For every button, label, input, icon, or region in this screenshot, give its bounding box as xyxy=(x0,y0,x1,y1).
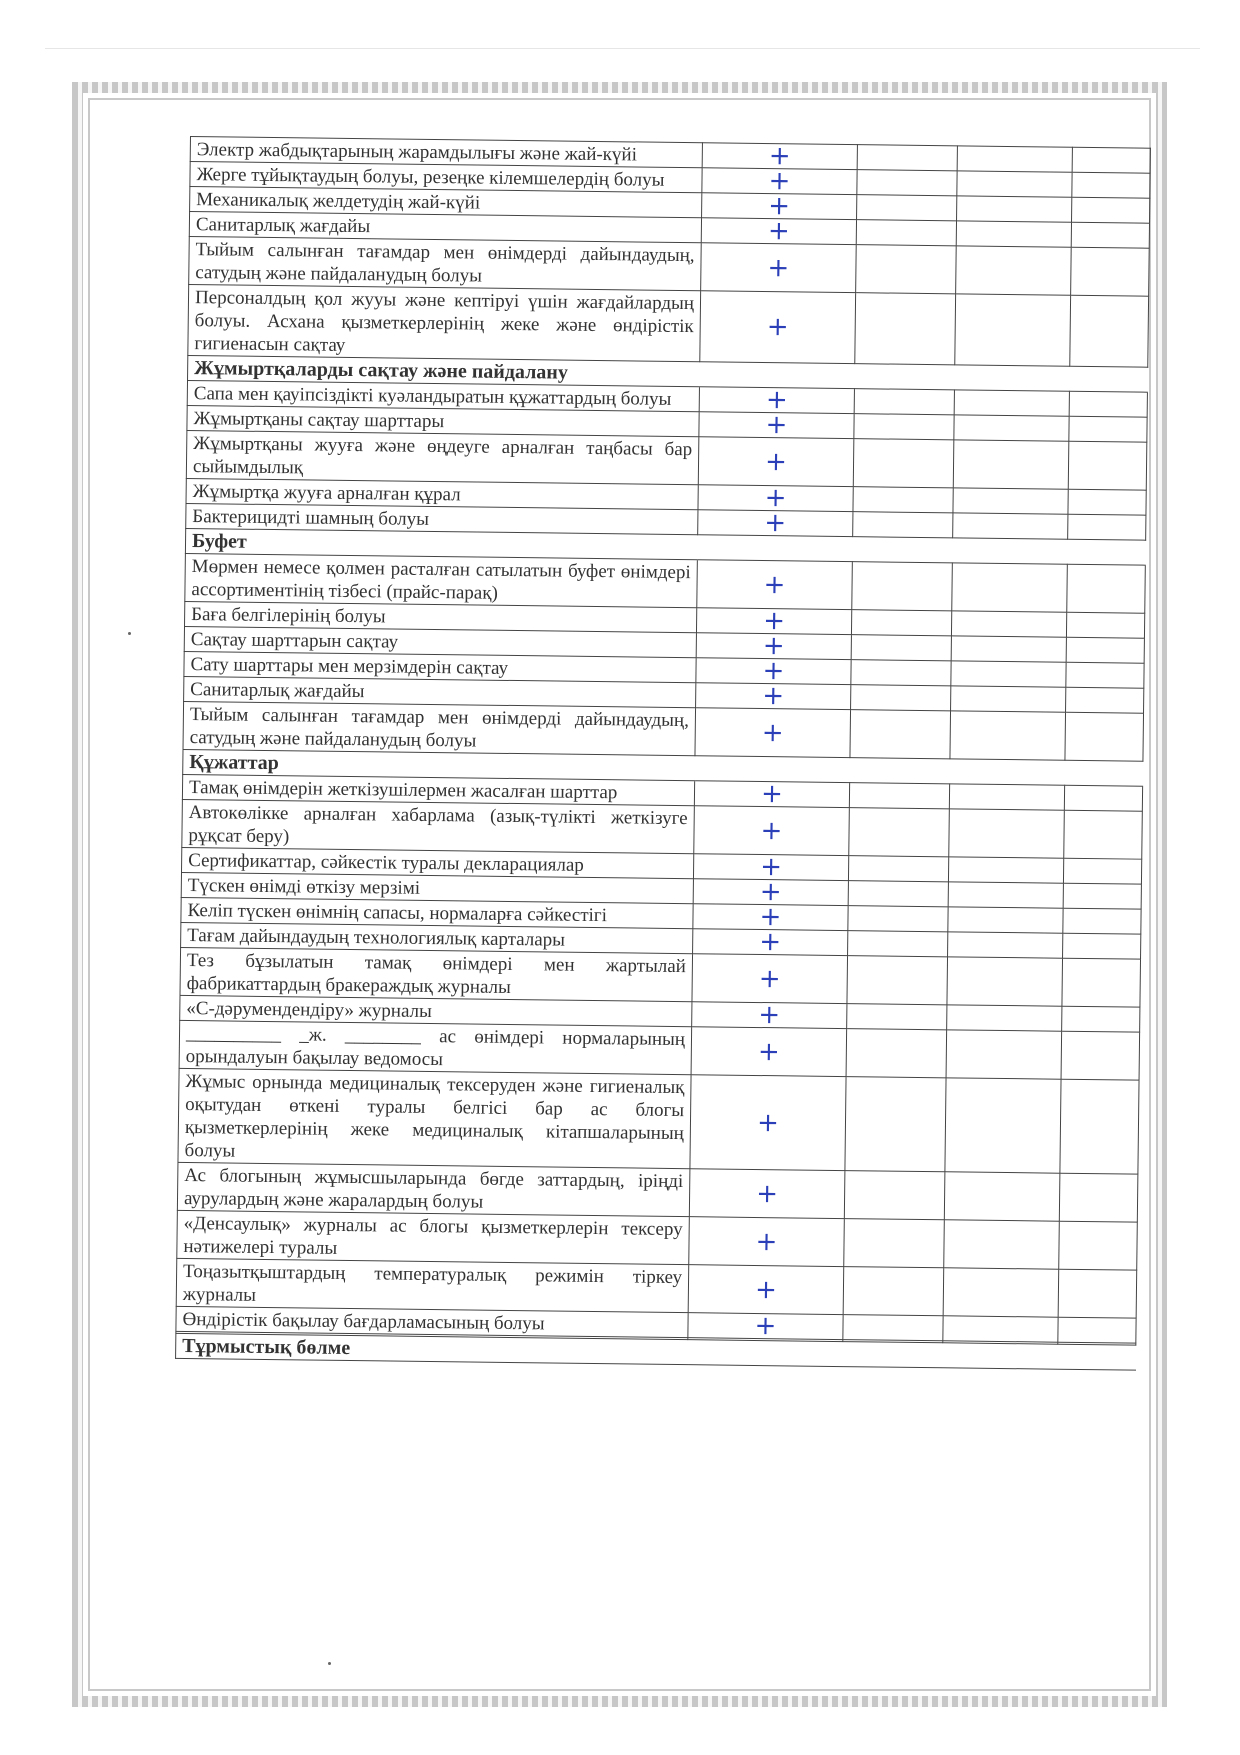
compliance-mark: + xyxy=(697,560,853,610)
section-title: Тұрмыстық бөлме xyxy=(176,1333,688,1364)
section-title: Буфет xyxy=(185,528,697,559)
column-3-cell xyxy=(957,146,1072,172)
column-3-cell xyxy=(948,932,1063,958)
column-3-cell xyxy=(953,513,1068,539)
column-2-cell xyxy=(843,1315,943,1341)
column-4-cell xyxy=(1067,564,1146,613)
criterion-text: Сақтау шарттарын сақтау xyxy=(184,626,696,657)
criterion-text: Санитарлық жағдайы xyxy=(184,676,696,707)
column-4-cell xyxy=(1069,391,1147,417)
column-3-cell xyxy=(950,711,1066,760)
compliance-mark: + xyxy=(688,1313,843,1340)
compliance-mark: + xyxy=(692,954,848,1004)
column-2-cell xyxy=(844,1171,945,1220)
column-3-cell xyxy=(943,1316,1058,1342)
criterion-text: __________ _ж. ________ ас өнімдері нормаларының орындалуын бақылау ведомосы xyxy=(179,1020,692,1074)
column-4-cell xyxy=(1071,247,1150,296)
compliance-mark: + xyxy=(700,291,856,364)
column-3-cell xyxy=(948,882,1063,908)
column-4-cell xyxy=(1060,1079,1139,1174)
column-4-cell xyxy=(1068,441,1147,490)
column-4-cell xyxy=(1072,147,1150,173)
column-2-cell xyxy=(848,881,948,907)
compliance-mark: + xyxy=(696,633,851,660)
compliance-mark: + xyxy=(688,1265,844,1315)
criterion-text: Баға белгілерінің болуы xyxy=(185,601,697,632)
compliance-mark: + xyxy=(694,806,850,856)
compliance-mark: + xyxy=(692,1002,847,1029)
column-4-cell xyxy=(1063,883,1141,909)
column-3-cell xyxy=(951,611,1066,637)
criterion-text: Жұмыртқаны жууға және өңдеуге арналған таңбасы бар сыйымдылық xyxy=(186,430,699,484)
column-2-cell xyxy=(853,512,953,538)
column-2-cell xyxy=(853,487,953,513)
compliance-mark: + xyxy=(693,879,848,906)
criterion-text: Сату шарттары мен мерзімдерін сақтау xyxy=(184,651,696,682)
criterion-text: Автокөлікке арналған хабарлама (азық-түлікті жеткізуге рұқсат беру) xyxy=(182,799,695,853)
column-3-cell xyxy=(953,488,1068,514)
column-4-cell xyxy=(1066,637,1144,663)
criterion-text: Сапа мен қауіпсіздікті куәландыратын құжаттардың болуы xyxy=(187,380,699,411)
column-2-cell xyxy=(847,1004,947,1030)
compliance-mark: + xyxy=(698,437,854,487)
column-3-cell xyxy=(944,1172,1060,1221)
criterion-text: «С-дәрумендендіру» журналы xyxy=(180,995,692,1026)
checklist-rows xyxy=(176,137,1151,1371)
criterion-text: Тыйым салынған тағамдар мен өнімдерді дайындаудың, сатудың және пайдаланудың болуы xyxy=(183,701,696,755)
compliance-mark: + xyxy=(698,510,853,537)
column-4-cell xyxy=(1063,933,1141,959)
column-4-cell xyxy=(1071,222,1149,248)
column-4-cell xyxy=(1059,1221,1138,1270)
column-3-cell xyxy=(946,1030,1062,1079)
column-4-cell xyxy=(1062,1006,1140,1032)
column-4-cell xyxy=(1061,1031,1140,1080)
column-2-cell xyxy=(849,808,950,857)
column-3-cell xyxy=(957,171,1072,197)
compliance-mark: + xyxy=(696,608,851,635)
criterion-text: Тоңазытқыштардың температуралық режимін тіркеу журналы xyxy=(176,1258,689,1312)
scan-speck xyxy=(128,632,131,635)
column-3-cell xyxy=(954,415,1069,441)
inspection-checklist-table xyxy=(175,136,1151,1371)
compliance-mark: + xyxy=(699,412,854,439)
column-4-cell xyxy=(1059,1173,1138,1222)
column-4-cell xyxy=(1066,662,1144,688)
column-2-cell xyxy=(848,931,948,957)
column-2-cell xyxy=(856,220,956,246)
compliance-mark: + xyxy=(690,1075,846,1171)
criterion-text: Жұмыс орнында медициналық тексеруден және гигиеналық оқытудан өткені туралы белгісі бар ас блогы қызметкерлерінің жеке медициналық кітапшаларының болуы xyxy=(178,1068,691,1168)
compliance-mark: + xyxy=(702,168,857,195)
column-2-cell xyxy=(851,660,951,686)
column-2-cell xyxy=(845,1077,946,1172)
criterion-text: Түскен өнімді өткізу мерзімі xyxy=(181,872,693,903)
compliance-mark: + xyxy=(689,1169,845,1219)
column-4-cell xyxy=(1066,687,1144,713)
compliance-mark: + xyxy=(696,658,851,685)
column-2-cell xyxy=(851,685,951,711)
column-4-cell xyxy=(1072,197,1150,223)
compliance-mark: + xyxy=(702,143,857,170)
column-4-cell xyxy=(1069,416,1147,442)
column-3-cell xyxy=(947,1005,1062,1031)
column-2-cell xyxy=(848,856,948,882)
compliance-mark: + xyxy=(695,708,851,758)
compliance-mark: + xyxy=(698,485,853,512)
column-2-cell xyxy=(856,245,957,294)
column-3-cell xyxy=(948,857,1063,883)
checklist-row xyxy=(188,284,1149,367)
criterion-text: Тамақ өнімдерін жеткізушілермен жасалған шарттар xyxy=(182,774,694,805)
column-4-cell xyxy=(1063,858,1141,884)
section-blank-cell xyxy=(688,1340,1136,1370)
compliance-mark: + xyxy=(694,781,849,808)
column-4-cell xyxy=(1068,489,1146,515)
compliance-mark: + xyxy=(701,218,856,245)
column-2-cell xyxy=(843,1267,944,1316)
compliance-mark: + xyxy=(702,193,857,220)
compliance-mark: + xyxy=(693,904,848,931)
criterion-text: Электр жабдықтарының жарамдылығы және жай-күйі xyxy=(190,137,702,168)
criterion-text: Жұмыртқаны сақтау шарттары xyxy=(187,405,699,436)
column-3-cell xyxy=(944,1220,1060,1269)
column-3-cell xyxy=(951,686,1066,712)
column-4-cell xyxy=(1066,612,1144,638)
column-2-cell xyxy=(852,562,953,611)
column-2-cell xyxy=(849,783,949,809)
criterion-text: Персоналдың қол жууы және кептіруі үшін жағдайлардың болуы. Асхана қызметкерлерінің жеке және өндірістік гигиенасын сақтау xyxy=(188,284,701,361)
column-2-cell xyxy=(851,610,951,636)
column-3-cell xyxy=(947,957,1063,1006)
column-2-cell xyxy=(848,906,948,932)
column-3-cell xyxy=(952,563,1068,612)
criterion-text: Жұмыртқа жууға арналған құрал xyxy=(186,478,698,509)
compliance-mark: + xyxy=(696,683,851,710)
column-4-cell xyxy=(1070,295,1149,367)
criterion-text: Тез бұзылатын тамақ өнімдері мен жартылай фабрикаттардың бракераждық журналы xyxy=(180,947,693,1001)
column-4-cell xyxy=(1068,514,1146,540)
criterion-text: Өндірістік бақылау бағдарламасының болуы xyxy=(176,1306,688,1337)
column-2-cell xyxy=(857,145,957,171)
column-3-cell xyxy=(954,390,1069,416)
column-2-cell xyxy=(844,1219,945,1268)
column-3-cell xyxy=(951,661,1066,687)
column-2-cell xyxy=(847,956,948,1005)
column-2-cell xyxy=(853,439,954,488)
scan-edge-line xyxy=(45,48,1200,49)
column-3-cell xyxy=(955,294,1071,366)
criterion-text: Механикалық желдетудің жай-күйі xyxy=(190,187,702,218)
column-4-cell xyxy=(1064,785,1142,811)
column-4-cell xyxy=(1058,1269,1137,1318)
column-2-cell xyxy=(854,389,954,415)
column-2-cell xyxy=(857,170,957,196)
column-3-cell xyxy=(949,809,1065,858)
column-2-cell xyxy=(851,635,951,661)
compliance-mark: + xyxy=(693,929,848,956)
column-4-cell xyxy=(1058,1317,1136,1343)
column-4-cell xyxy=(1065,712,1144,761)
column-3-cell xyxy=(943,1268,1059,1317)
column-4-cell xyxy=(1064,810,1143,859)
column-4-cell xyxy=(1072,172,1150,198)
criterion-text: Келіп түскен өнімнің сапасы, нормаларға сәйкестігі xyxy=(181,897,693,928)
criterion-text: Бактерицидті шамның болуы xyxy=(186,503,698,534)
column-3-cell xyxy=(956,246,1072,295)
criterion-text: Мөрмен немесе қолмен расталған сатылатын буфет өнімдері ассортиментінің тізбесі (прайс-парақ) xyxy=(185,553,698,607)
criterion-text: Тағам дайындаудың технологиялық карталары xyxy=(181,922,693,953)
section-title: Құжаттар xyxy=(183,749,695,780)
checklist-row xyxy=(178,1068,1139,1174)
scan-speck xyxy=(328,1662,331,1665)
column-2-cell xyxy=(854,414,954,440)
compliance-mark: + xyxy=(691,1027,847,1077)
column-3-cell xyxy=(957,196,1072,222)
compliance-mark: + xyxy=(699,387,854,414)
column-3-cell xyxy=(949,784,1064,810)
criterion-text: Жерге тұйықтаудың болуы, резеңке кілемшелердің болуы xyxy=(190,162,702,193)
column-2-cell xyxy=(857,195,957,221)
column-3-cell xyxy=(953,440,1069,489)
column-4-cell xyxy=(1063,908,1141,934)
section-title: Жұмыртқаларды сақтау және пайдалану xyxy=(188,355,700,386)
column-2-cell xyxy=(855,293,956,365)
criterion-text: Ас блогының жұмысшыларында бөгде заттардың, іріңді аурулардың және жаралардың болуы xyxy=(177,1162,690,1216)
column-4-cell xyxy=(1062,958,1141,1007)
column-3-cell xyxy=(956,221,1071,247)
compliance-mark: + xyxy=(689,1217,845,1267)
compliance-mark: + xyxy=(693,854,848,881)
column-3-cell xyxy=(945,1078,1061,1173)
criterion-text: Сертификаттар, сәйкестік туралы декларациялар xyxy=(182,847,694,878)
compliance-mark: + xyxy=(701,243,857,293)
column-3-cell xyxy=(948,907,1063,933)
column-3-cell xyxy=(951,636,1066,662)
column-2-cell xyxy=(846,1029,947,1078)
criterion-text: Тыйым салынған тағамдар мен өнімдерді дайындаудың, сатудың және пайдаланудың болуы xyxy=(189,236,702,290)
criterion-text: «Денсаулық» журналы ас блогы қызметкерлерін тексеру нәтижелері туралы xyxy=(177,1210,690,1264)
criterion-text: Санитарлық жағдайы xyxy=(189,212,701,243)
column-2-cell xyxy=(850,710,951,759)
